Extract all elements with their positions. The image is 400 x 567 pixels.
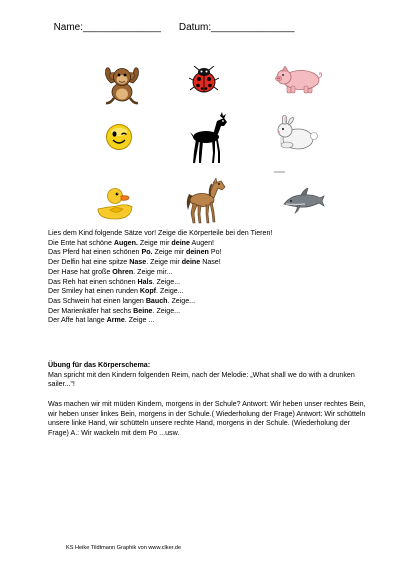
sentence-line	[48, 287, 378, 297]
sentence-text: . Zeige ...	[124, 316, 155, 325]
sentence-bold-word: deine	[181, 258, 201, 267]
sentence-bold-word: Po.	[141, 248, 153, 257]
sentence-text: Augen!	[189, 238, 215, 247]
deer-illustration	[187, 112, 229, 164]
date-field-label: Datum:_______________	[178, 22, 295, 33]
sentence-line	[48, 248, 378, 258]
sentence-text: . Zeige mir...	[133, 267, 173, 276]
sentence-bold-word: deine	[171, 238, 190, 247]
sentence-text: Der Hase hat große	[48, 267, 113, 276]
sentence-text: Der Affe hat lange	[48, 316, 107, 325]
sentence-bold-word: Beine	[133, 306, 153, 315]
sentence-line	[48, 297, 378, 307]
pig-illustration	[275, 66, 323, 94]
sentence-text: . Zeige mir	[146, 258, 182, 267]
small-caption-mark	[274, 171, 285, 173]
rhyme-section	[48, 400, 368, 439]
duck-illustration	[95, 186, 135, 220]
exercise-section	[48, 361, 368, 390]
rabbit-illustration	[275, 115, 319, 151]
sentence-line	[48, 229, 378, 239]
footer-credit: KS Heike Tildtmann Graphik von www.clker.de	[66, 545, 182, 551]
sentence-text: Das Schwein hat einen langen	[48, 296, 146, 305]
sentence-text: Der Marienkäfer hat sechs	[48, 306, 134, 315]
sentence-text: . Zeige...	[152, 277, 181, 286]
exercise-rhyme: Was machen wir mit müden Kindern, morgens in der Schule? Antwort: Wir heben unser rechtes Bein, wir heben unser linkes Bein, morgens in der Schule.( Wiederholung der Frage) Antwort: Wir schütteln unsere linke Hand, wir schütteln unsere rechte Hand, morgens in der Schule. (Wiederholung der Frage) A.: Wir wackeln mit dem Po ...usw.	[48, 400, 366, 438]
sentence-text: . Zeige...	[167, 296, 196, 305]
sentence-line	[48, 258, 378, 268]
sentence-bold-word: Bauch	[145, 296, 168, 305]
sentence-text: Nase!	[200, 258, 221, 267]
sentence-bold-word: Nase	[129, 258, 147, 267]
sentence-bold-word: deinen	[186, 248, 209, 257]
exercise-intro: Man spricht mit den Kindern folgenden Reim, nach der Melodie: „What shall we do with a drunken sailer...“!	[48, 370, 355, 389]
sentence-text: Das Pferd hat einen schönen	[48, 248, 142, 257]
sentence-bold-word: Ohren	[112, 267, 134, 276]
sentence-text: Po!	[208, 248, 222, 257]
sentence-text: . Zeige...	[156, 287, 184, 296]
sentence-text: Zeige mir	[137, 238, 172, 247]
sentence-bold-word: Kopf	[139, 287, 157, 296]
sentence-text: . Zeige...	[152, 306, 181, 315]
sentence-text: Das Reh hat einen schönen	[48, 277, 138, 286]
sentence-bold-word: Arme	[106, 316, 125, 325]
sentence-text: Zeige mir	[152, 248, 187, 257]
sentence-text: Der Smiley hat einen runden	[48, 287, 140, 296]
ladybug-illustration	[189, 66, 219, 94]
sentence-line	[48, 268, 378, 278]
sentence-text: Die Ente hat schöne	[48, 238, 114, 247]
sentence-bold-word: Augen.	[113, 238, 138, 247]
sentence-line	[48, 239, 378, 249]
sentence-bold-word: Hals	[137, 277, 153, 286]
sentence-line	[48, 316, 378, 326]
horse-illustration	[185, 178, 227, 224]
sentence-text: Der Delfin hat eine spitze	[48, 258, 130, 267]
name-field-label: Name:______________	[53, 22, 161, 33]
reading-sentences	[48, 229, 378, 326]
dolphin-illustration	[283, 188, 325, 214]
worksheet-header	[48, 11, 295, 33]
sentence-text: Lies dem Kind folgende Sätze vor! Zeige die Körperteile bei den Tieren!	[48, 229, 273, 237]
exercise-title: Übung für das Körperschema:	[48, 361, 151, 369]
sentence-line	[48, 278, 378, 288]
smiley-illustration	[105, 123, 133, 151]
sentence-line	[48, 307, 378, 317]
monkey-illustration	[102, 63, 142, 105]
